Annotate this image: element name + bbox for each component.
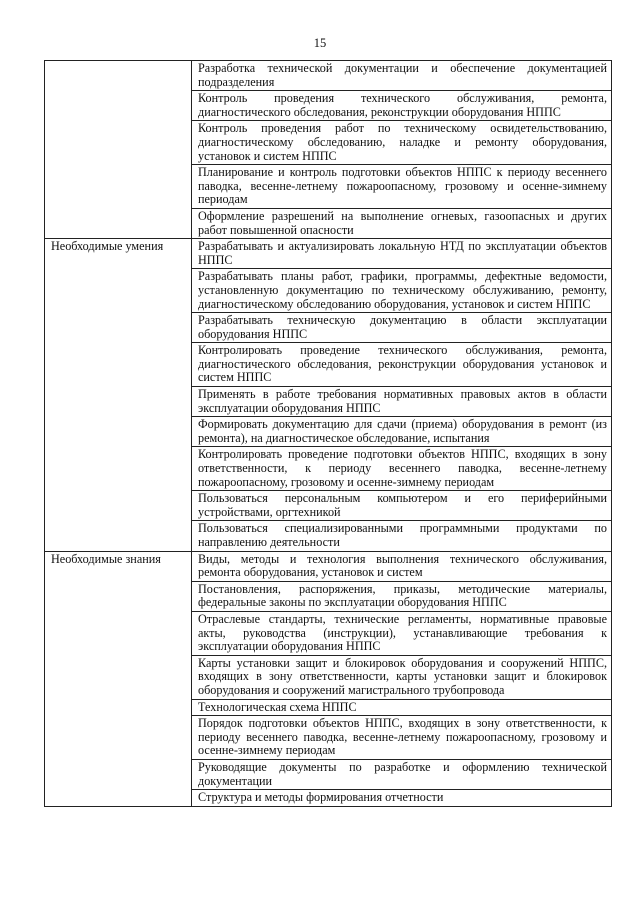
requirement-item: Разработка технической документации и обеспечение документацией подразделения xyxy=(192,61,612,91)
requirement-item: Применять в работе требования нормативных правовых актов в области эксплуатации оборудования НППС xyxy=(192,387,612,417)
requirements-table-body xyxy=(45,61,612,807)
requirement-item: Структура и методы формирования отчетности xyxy=(192,790,612,807)
requirement-item: Пользоваться персональным компьютером и его периферийными устройствами, оргтехникой xyxy=(192,491,612,521)
requirement-item: Разрабатывать техническую документацию в области эксплуатации оборудования НППС xyxy=(192,313,612,343)
requirement-item: Порядок подготовки объектов НППС, входящих в зону ответственности, к периоду весеннего паводка, весенне-летнему пожароопасному, грозовому и осенне-зимнему периодам xyxy=(192,716,612,760)
section-label: Необходимые знания xyxy=(45,551,192,806)
section-label xyxy=(45,61,192,239)
requirement-item: Планирование и контроль подготовки объектов НППС к периоду весеннего паводка, весенне-летнему пожароопасному, грозовому и осенне-зимнему периодам xyxy=(192,165,612,209)
requirement-item: Контролировать проведение подготовки объектов НППС, входящих в зону ответственности, к периоду весеннего паводка, весенне-летнему пожароопасному, грозовому и осенне-зимнему периодам xyxy=(192,447,612,491)
table-row xyxy=(45,551,612,581)
requirement-item: Отраслевые стандарты, технические регламенты, нормативные правовые акты, руководства (инструкции), устанавливающие требования к эксплуатации оборудования НППС xyxy=(192,611,612,655)
requirement-item: Оформление разрешений на выполнение огневых, газоопасных и других работ повышенной опасности xyxy=(192,208,612,238)
requirements-table xyxy=(44,60,612,807)
requirement-item: Контроль проведения работ по техническому освидетельствованию, диагностическому обследованию, наладке и ремонту оборудования, установок и систем НППС xyxy=(192,121,612,165)
table-row xyxy=(45,239,612,269)
table-row xyxy=(45,61,612,91)
page-number: 15 xyxy=(313,36,327,50)
requirement-item: Карты установки защит и блокировок оборудования и сооружений НППС, входящих в зону ответственности, карты установки защит и блокировок оборудования и сооружений магистрального трубопровода xyxy=(192,655,612,699)
requirement-item: Технологическая схема НППС xyxy=(192,699,612,716)
requirement-item: Пользоваться специализированными программными продуктами по направлению деятельности xyxy=(192,521,612,551)
requirement-item: Постановления, распоряжения, приказы, методические материалы, федеральные законы по эксплуатации оборудования НППС xyxy=(192,581,612,611)
requirement-item: Формировать документацию для сдачи (приема) оборудования в ремонт (из ремонта), на диагностическое обследование, испытания xyxy=(192,417,612,447)
requirement-item: Разрабатывать планы работ, графики, программы, дефектные ведомости, установленную документацию по техническому обслуживанию, ремонту, диагностическому обследованию оборудования, установок и систем НППС xyxy=(192,269,612,313)
requirement-item: Разрабатывать и актуализировать локальную НТД по эксплуатации объектов НППС xyxy=(192,239,612,269)
requirement-item: Виды, методы и технология выполнения технического обслуживания, ремонта оборудования, установок и систем xyxy=(192,551,612,581)
section-label: Необходимые умения xyxy=(45,239,192,551)
requirement-item: Руководящие документы по разработке и оформлению технической документации xyxy=(192,759,612,789)
requirement-item: Контроль проведения технического обслуживания, ремонта, диагностического обследования, реконструкции оборудования НППС xyxy=(192,91,612,121)
requirement-item: Контролировать проведение технического обслуживания, ремонта, диагностического обследования, реконструкции оборудования установок и систем НППС xyxy=(192,343,612,387)
